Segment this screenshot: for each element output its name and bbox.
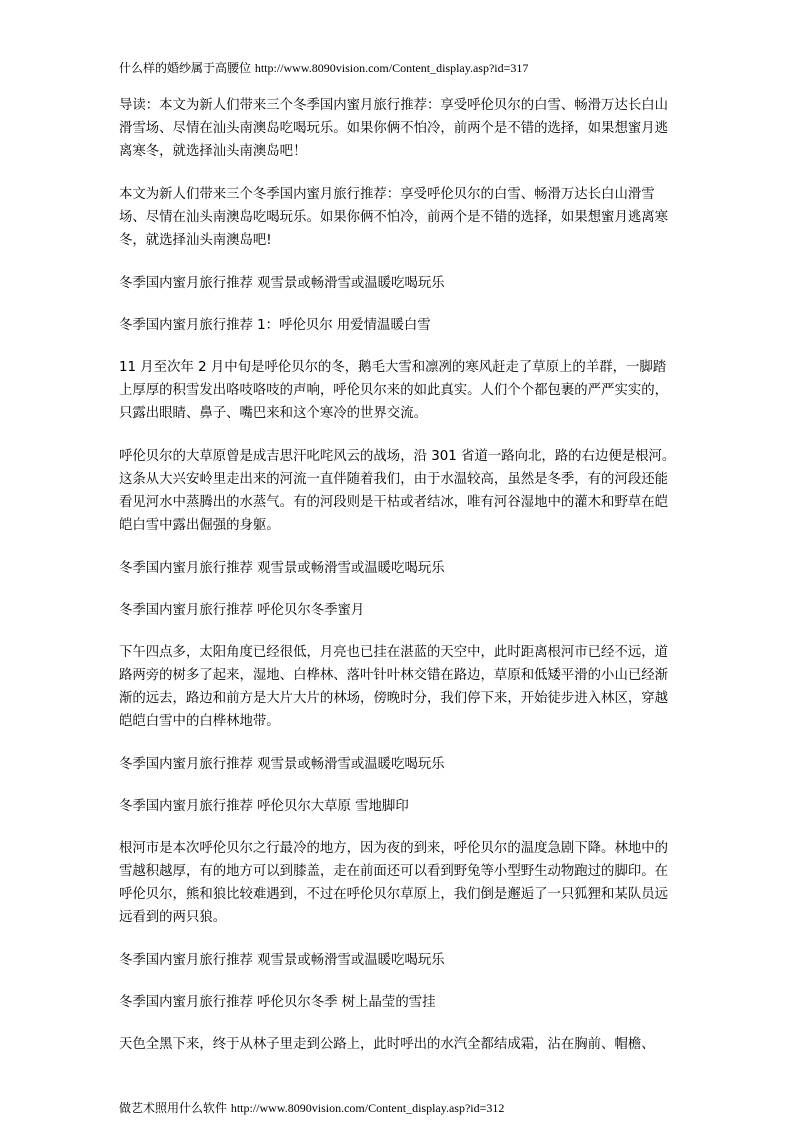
body-paragraph: 根河市是本次呼伦贝尔之行最冷的地方，因为夜的到来，呼伦贝尔的温度急剧下降。林地中的雪越积越厚，有的地方可以到膝盖，走在前面还可以看到野兔等小型野生动物跑过的脚印。在呼伦贝尔，熊和狼比较难遇到，不过在呼伦贝尔草原上，我们倒是邂逅了一只狐狸和某队员远远看到的两只狼。: [119, 841, 669, 925]
body-paragraph: 呼伦贝尔的大草原曾是成吉思汗叱咤风云的战场，沿 301 省道一路向北，路的右边便是根河。这条从大兴安岭里走出来的河流一直伴随着我们，由于水温较高，虽然是冬季，有的河段还能看见河水中蒸腾出的水蒸气。有的河段则是干枯或者结冰，唯有河谷湿地中的灌木和野草在皑皑白雪中露出倔强的身躯。: [119, 449, 676, 533]
intro-paragraph: 导读：本文为新人们带来三个冬季国内蜜月旅行推荐：享受呼伦贝尔的白雪、畅滑万达长白山滑雪场、尽情在汕头南澳岛吃喝玩乐。如果你俩不怕冷，前两个是不错的选择，如果想蜜月逃离寒冬，就选择汕头南澳岛吧！: [119, 98, 669, 159]
section-heading: 冬季国内蜜月旅行推荐 呼伦贝尔大草原 雪地脚印: [119, 799, 409, 814]
body-paragraph: 天色全黑下来，终于从林子里走到公路上，此时呼出的水汽全都结成霜，沾在胸前、帽檐、: [119, 1037, 655, 1052]
summary-paragraph: 本文为新人们带来三个冬季国内蜜月旅行推荐：享受呼伦贝尔的白雪、畅滑万达长白山滑雪场、尽情在汕头南澳岛吃喝玩乐。如果你俩不怕冷，前两个是不错的选择，如果想蜜月逃离寒冬，就选择汕头南澳岛吧!: [119, 187, 669, 248]
page-header: [119, 60, 528, 76]
page-footer: [119, 1100, 504, 1116]
section-heading: 冬季国内蜜月旅行推荐 观雪景或畅滑雪或温暖吃喝玩乐: [119, 757, 445, 772]
header-link[interactable]: http://www.8090vision.com/Content_display.asp?id=317: [254, 61, 529, 75]
section-heading: 冬季国内蜜月旅行推荐 观雪景或畅滑雪或温暖吃喝玩乐: [119, 561, 445, 576]
section-heading: 冬季国内蜜月旅行推荐 呼伦贝尔冬季蜜月: [119, 603, 365, 618]
footer-title: 做艺术照用什么软件: [119, 1101, 228, 1115]
article-body: [119, 94, 679, 1076]
section-heading: 冬季国内蜜月旅行推荐 观雪景或畅滑雪或温暖吃喝玩乐: [119, 953, 445, 968]
section-heading: 冬季国内蜜月旅行推荐 1：呼伦贝尔 用爱情温暖白雪: [119, 318, 431, 333]
body-paragraph: 11 月至次年 2 月中旬是呼伦贝尔的冬，鹅毛大雪和凛冽的寒风赶走了草原上的羊群，一脚踏上厚厚的积雪发出咯吱咯吱的声响，呼伦贝尔来的如此真实。人们个个都包裹的严严实实的，只露出眼睛、鼻子、嘴巴来和这个寒冷的世界交流。: [119, 360, 669, 421]
footer-link[interactable]: http://www.8090vision.com/Content_display.asp?id=312: [230, 1101, 505, 1115]
section-heading: 冬季国内蜜月旅行推荐 观雪景或畅滑雪或温暖吃喝玩乐: [119, 276, 445, 291]
header-title: 什么样的婚纱属于高腰位: [119, 61, 252, 75]
body-paragraph: 下午四点多，太阳角度已经很低，月亮也已挂在湛蓝的天空中，此时距离根河市已经不远，道路两旁的树多了起来，湿地、白桦林、落叶针叶林交错在路边，草原和低矮平滑的小山已经渐渐的远去，路边和前方是大片大片的林场，傍晚时分，我们停下来，开始徒步进入林区，穿越皑皑白雪中的白桦林地带。: [119, 645, 669, 729]
section-heading: 冬季国内蜜月旅行推荐 呼伦贝尔冬季 树上晶莹的雪挂: [119, 995, 436, 1010]
